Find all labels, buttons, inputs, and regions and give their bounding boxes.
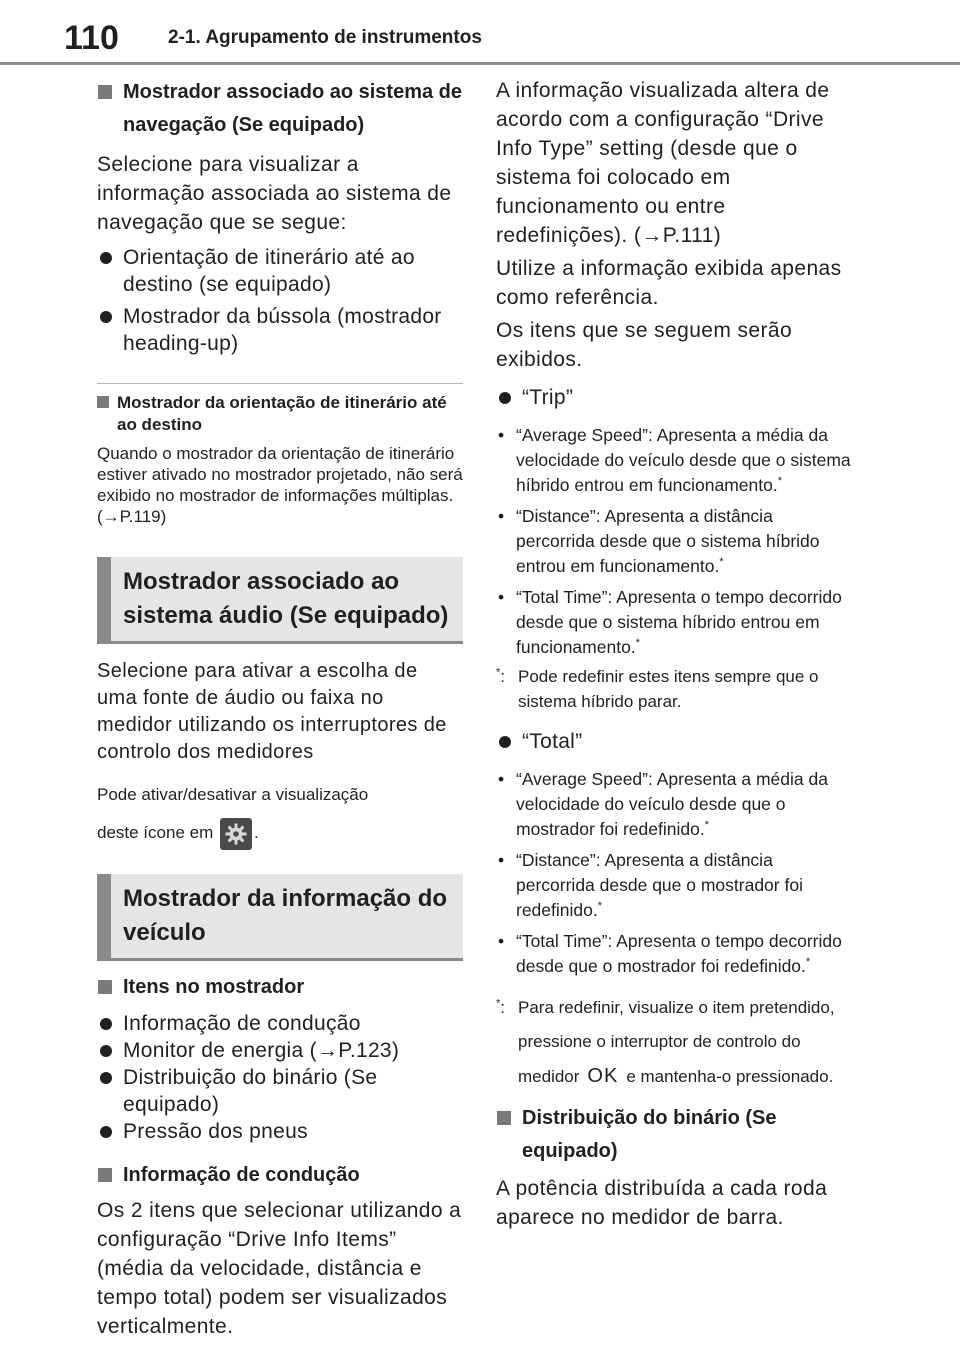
driving-info-body: Os 2 itens que selecionar utilizando a configuração “Drive Info Items” (média da velocidade, distância e tempo total) podem ser visualizados verticalmente.: [97, 1199, 462, 1338]
nav-item-route: Orientação de itinerário até ao destino (se equipado): [97, 244, 463, 298]
trip-footnote: *: Pode redefinir estes itens sempre que o sistema híbrido parar.: [496, 666, 819, 711]
trip-list: [496, 423, 854, 660]
route-guidance-heading: Mostrador da orientação de itinerário até ao destino: [97, 392, 463, 436]
nav-display-body: Selecione para visualizar a informação associada ao sistema de navegação que se segue:: [97, 153, 452, 234]
reference-paragraph: Utilize a informação exibida apenas como referência.: [496, 257, 842, 309]
intro-paragraph: A informação visualizada altera de acordo com a configuração “Drive Info Type” setting (desde que o sistema foi colocado em funcionamento ou entre redefinições). (→P.111): [496, 79, 830, 247]
divider: [97, 383, 463, 384]
vehicle-info-section-box: Mostrador da informação do veículo: [97, 874, 463, 961]
nav-item-compass: Mostrador da bússola (mostrador heading-up): [97, 303, 463, 357]
item-torque: Distribuição do binário (Se equipado): [97, 1064, 383, 1118]
left-column: [97, 76, 463, 1341]
page-number: 110: [64, 19, 119, 57]
audio-note-period: .: [253, 823, 259, 842]
trip-average-speed: • “Average Speed”: Apresenta a média da velocidade do veículo desde que o sistema híbrido entrou em funcionamento.*: [496, 423, 854, 498]
total-label: “Total”: [496, 728, 854, 755]
item-energy-monitor: Monitor de energia (→P.123): [97, 1037, 463, 1064]
audio-note-text: Pode ativar/desativar a visualização deste ícone em: [97, 785, 369, 842]
ok-button-glyph: OK: [587, 1065, 619, 1087]
gear-icon: [220, 818, 252, 850]
trip-total-time: • “Total Time”: Apresenta o tempo decorrido desde que o sistema híbrido entrou em funcionamento.*: [496, 585, 854, 660]
nav-display-heading: Mostrador associado ao sistema de navegação (Se equipado): [97, 76, 463, 142]
audio-section-box: Mostrador associado ao sistema áudio (Se equipado): [97, 557, 463, 644]
total-footnote: *: Para redefinir, visualize o item pretendido, pressione o interruptor de controlo do medidor OK e mantenha-o pressionado.: [496, 991, 854, 1094]
right-column: [496, 76, 854, 1232]
total-distance: • “Distance”: Apresenta a distância percorrida desde que o mostrador foi redefinido.*: [496, 848, 854, 923]
audio-note: [97, 776, 397, 852]
section-title: 2-1. Agrupamento de instrumentos: [168, 27, 482, 48]
items-heading: Itens no mostrador: [97, 971, 463, 1004]
torque-body: A potência distribuída a cada roda aparece no medidor de barra.: [496, 1177, 828, 1229]
route-guidance-body: Quando o mostrador da orientação de itinerário estiver ativado no mostrador projetado, não será exibido no mostrador de informações múltiplas. (→P.119): [97, 444, 463, 526]
trip-distance: • “Distance”: Apresenta a distância percorrida desde que o sistema híbrido entrou em funcionamento.*: [496, 504, 854, 579]
total-total-time: • “Total Time”: Apresenta o tempo decorrido desde que o mostrador foi redefinido.*: [496, 929, 854, 979]
audio-body: Selecione para ativar a escolha de uma fonte de áudio ou faixa no medidor utilizando os interruptores de controlo dos medidores: [97, 660, 447, 763]
driving-info-heading: Informação de condução: [97, 1159, 463, 1192]
items-intro: Os itens que se seguem serão exibidos.: [496, 319, 793, 371]
total-average-speed: • “Average Speed”: Apresenta a média da velocidade do veículo desde que o mostrador foi redefinido.*: [496, 767, 854, 842]
trip-label: “Trip”: [496, 384, 854, 411]
header-rule: [0, 62, 960, 65]
item-tire-pressure: Pressão dos pneus: [97, 1118, 463, 1145]
torque-heading: Distribuição do binário (Se equipado): [496, 1102, 782, 1168]
total-list: [496, 767, 854, 979]
page-header: [0, 0, 960, 64]
item-driving-info: Informação de condução: [97, 1010, 463, 1037]
